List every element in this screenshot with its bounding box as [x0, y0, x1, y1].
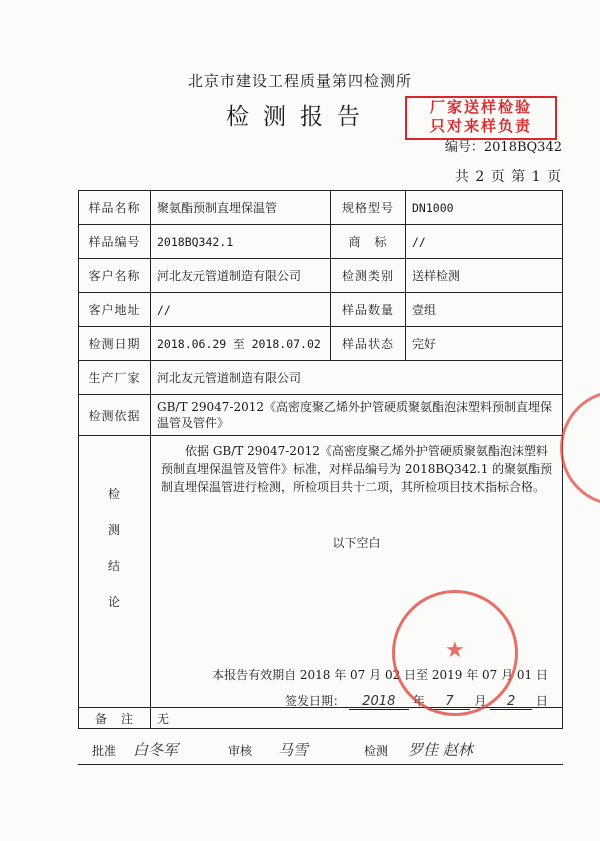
- table-row: [79, 293, 563, 327]
- state-label: 样品状态: [331, 327, 406, 361]
- sample-no-label: 样品编号: [79, 225, 151, 259]
- conclusion-label-char: 测: [107, 523, 121, 537]
- spec-value: DN1000: [406, 191, 563, 225]
- test-date-label: 检测日期: [79, 327, 151, 361]
- state-value: 完好: [406, 327, 563, 361]
- validity-period: 本报告有效期自 2018 年 07 月 02 日至 2019 年 07 月 01 日: [212, 668, 548, 682]
- spec-label: 规格型号: [331, 191, 406, 225]
- page-count: 共 2 页 第 1 页: [454, 169, 562, 185]
- conclusion-label-char: 检: [107, 487, 121, 501]
- organization-name: 北京市建设工程质量第四检测所: [187, 72, 412, 90]
- blank-marker: 以下空白: [332, 536, 381, 550]
- table-row: [79, 395, 563, 436]
- report-title: 检测报告: [226, 104, 374, 130]
- table-row: [79, 327, 563, 361]
- remarks-value: 无: [151, 708, 563, 729]
- table-row: [79, 259, 563, 293]
- conclusion-text: 依据 GB/T 29047-2012《高密度聚乙烯外护管硬质聚氨酯泡沫塑料预制直埋保温管及管件》标准，对样品编号为 2018BQ342.1 的聚氨酯预制直埋保温管进行检测，所检项目共十二项，其所检项目技术指标合格。: [161, 444, 553, 494]
- stamp-line-1: 厂家送样检验: [429, 98, 532, 116]
- sample-name-label: 样品名称: [79, 191, 151, 225]
- stamp-line-2: 只对来样负责: [429, 117, 532, 135]
- trademark-value: //: [406, 225, 563, 259]
- table-row: [79, 225, 563, 259]
- side-seal-icon: [560, 390, 600, 506]
- trademark-label: 商 标: [331, 225, 406, 259]
- signature-row: [78, 734, 563, 765]
- approve-label: 批准: [92, 744, 117, 758]
- test-label: 检测: [364, 744, 389, 758]
- review-signature: 马雪: [278, 741, 309, 759]
- report-number: 编号：2018BQ342: [444, 140, 562, 155]
- conclusion-label: [79, 436, 151, 708]
- approve-signature: 白冬军: [133, 741, 179, 759]
- conclusion-label-char: 结: [107, 559, 121, 573]
- year-char: 年: [412, 694, 425, 708]
- manufacturer-value: 河北友元管道制造有限公司: [151, 361, 563, 395]
- table-row: [79, 361, 563, 395]
- test-signature: 罗佳 赵林: [408, 741, 473, 759]
- basis-value: GB/T 29047-2012《高密度聚乙烯外护管硬质聚氨酯泡沫塑料预制直埋保温管及管件》: [151, 395, 563, 436]
- address-label: 客户地址: [79, 293, 151, 327]
- test-type-value: 送样检测: [406, 259, 563, 293]
- test-date-value: 2018.06.29 至 2018.07.02: [151, 327, 331, 361]
- basis-label: 检测依据: [79, 395, 151, 436]
- day-char: 日: [535, 694, 548, 708]
- sign-date-label: 签发日期：: [284, 694, 345, 708]
- quantity-value: 壹组: [406, 293, 563, 327]
- table-row: [79, 191, 563, 225]
- remarks-label: 备 注: [79, 708, 151, 729]
- address-value: //: [151, 293, 331, 327]
- official-seal-icon: [392, 590, 518, 716]
- client-label: 客户名称: [79, 259, 151, 293]
- quantity-label: 样品数量: [331, 293, 406, 327]
- sign-year: 2018: [349, 694, 409, 710]
- seal-star-icon: ★: [445, 638, 465, 663]
- manufacturer-label: 生产厂家: [79, 361, 151, 395]
- review-label: 审核: [228, 744, 253, 758]
- sample-name-value: 聚氨酯预制直埋保温管: [151, 191, 331, 225]
- sign-month: 7: [428, 694, 470, 710]
- month-char: 月: [474, 694, 487, 708]
- client-value: 河北友元管道制造有限公司: [151, 259, 331, 293]
- sample-no-value: 2018BQ342.1: [151, 225, 331, 259]
- sample-responsibility-stamp: [405, 96, 557, 140]
- table-row: [79, 708, 563, 729]
- test-type-label: 检测类别: [331, 259, 406, 293]
- conclusion-label-char: 论: [107, 595, 121, 609]
- sign-day: 2: [490, 694, 532, 710]
